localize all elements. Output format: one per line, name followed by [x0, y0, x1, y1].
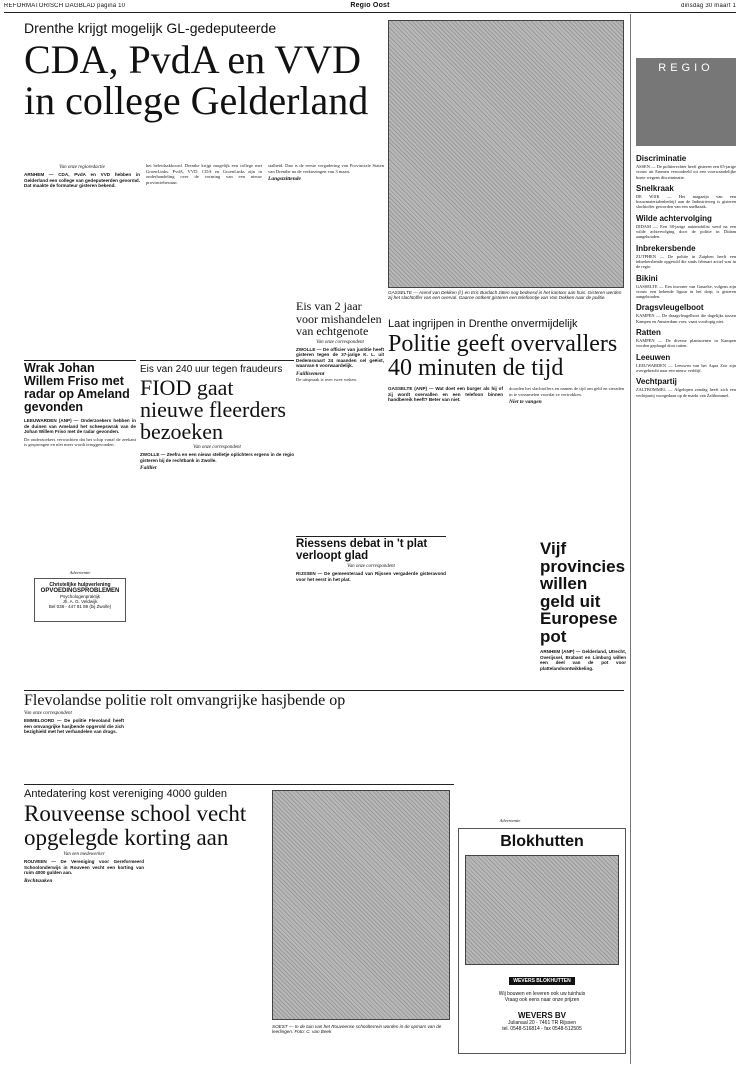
ad-addr: Jh. A. G. Veldwijk [62, 599, 98, 604]
school-photo-caption: SOEST — In de tuin van het Rouveense schoolterrein worden in de opmars van de leerlingen. Foto: C. van Beek [272, 1024, 442, 1035]
echtgenote-headline: Eis van 2 jaar voor mishandelen van echtgenote [296, 300, 382, 338]
flevoland-lead: EMMELOORD — De politie Flevoland heeft een omvangrijke hasjbende opgerold die zich bezighield met het verhandelen van drugs. [24, 718, 124, 735]
sidebar-item [636, 214, 736, 240]
politie-article [388, 318, 624, 533]
fiod-subhead: Failliet [140, 465, 157, 472]
blokhutten-line2: Vraag ook eens naar onze prijzen [504, 997, 580, 1003]
sidebar-item-title: Vechtpartij [636, 377, 677, 387]
sidebar-item-title: Wilde achtervolging [636, 213, 712, 223]
lead-subhead: Langstzittende [268, 176, 302, 183]
sidebar-item [636, 154, 736, 180]
sidebar-item [636, 353, 736, 374]
ad-label: Advertentie [69, 570, 91, 575]
sidebar-banner-text: REGIO [658, 62, 714, 74]
sidebar-item [636, 303, 736, 324]
lead-intro: ARNHEM — CDA, PvdA en VVD hebben in Gelderland een college van gedeputeerden gevormd. Dat maakte de formateur gisteren bekend. [24, 172, 140, 189]
header-section: REFORMATORISCH DAGBLAD pagina 10 [4, 3, 126, 9]
echtgenote-tail: De uitspraak is over twee weken. [296, 376, 357, 382]
blokhutten-tag: WEVERS BLOKHUTTEN [509, 977, 575, 985]
ad-opvoeding [34, 578, 126, 622]
vijf-headline: Vijf provincies willen geld uit Europese pot [540, 540, 626, 646]
ad-org: Christelijke hulpverlening [49, 582, 111, 588]
header-date: dinsdag 30 maart 1 [681, 3, 736, 9]
sidebar-item [636, 328, 736, 349]
politie-subhead: Niet te vangen [509, 399, 542, 406]
ad-name: OPVOEDINGSPROBLEMEN [40, 588, 120, 594]
fiod-kicker: Eis van 240 uur tegen fraudeurs [140, 364, 283, 375]
sidebar-item-title: Ratten [636, 328, 661, 338]
sidebar-banner [636, 58, 736, 146]
politie-col2: doorden het slachtoffers en namen de tijd om geld en sieraden in te verzamelen voordat ze vertrokken. [509, 386, 624, 397]
sidebar-item-title: Snelkraak [636, 183, 674, 193]
school-lead: ROUVEEN — De Vereniging voor Gereformeerd Schoolonderwijs in Rouveen vecht een korting van ruim 4000 gulden aan. [24, 859, 144, 876]
office-photo-caption: GASSELTE — Arend van Dekken (l.) en Eric Burdach zitten nog bedeesd in het kantoor aan huis. Gisteren werden zij het slachtoffer van een overval. Gaarne ontkent gisteren een telefoontje van Van Dekken naar de politie. [388, 290, 622, 301]
blokhutten-photo [465, 855, 619, 965]
blokhutten-company: WEVERS BV [517, 1011, 566, 1020]
lead-col3: stalheid. Dan is de eerste vergadering van Provinciale Staten van Drenthe na de verkiezingen van 3 maart. [268, 163, 384, 174]
office-photo [388, 20, 624, 288]
ad-blokhutten [458, 828, 626, 1054]
rissen-headline: Riessens debat in 't plat verloopt glad [296, 538, 428, 562]
lead-story-head [24, 20, 384, 160]
sidebar-item-title: Dragsvleugelboot [636, 303, 704, 313]
header-region: Regio Oost [350, 2, 390, 9]
sidebar-item-title: Discriminatie [636, 154, 687, 163]
sidebar-item-text: GASSELTE — Een inwoner van Gasselte, volgens zijn vrouw een bekende figuur in het dorp, is gisteren aangehouden. [636, 283, 736, 300]
vijf-lead: ARNHEM (ANP) — Gelderland, Utrecht, Overijssel, Brabant en Limburg willen een deel van de pot voor plattelandsontwikkeling. [540, 649, 626, 671]
echtgenote-lead: ZWOLLE — De officier van justitie heeft gisteren tegen de 37-jarige K. L. uit Dedemsvaart 24 maanden cel geëist, waarvan 6 voorwaardelijk. [296, 346, 384, 369]
sidebar-news [636, 150, 736, 1064]
sidebar-item-text: DE WIJK — Het magazijn van een bouwmaterialenbedrijf aan de Industrieweg is gisteren slachtoffer geworden van een snelkraak. [636, 193, 736, 210]
echtgenote-byline: Van onze correspondent [316, 339, 364, 345]
echtgenote-article [296, 300, 384, 530]
politie-kicker: Laat ingrijpen in Drenthe onvermijdelijk [388, 318, 578, 330]
school-photo [272, 790, 450, 1020]
wrak-article [24, 362, 136, 567]
politie-headline: Politie geeft overvallers 40 minuten de tijd [388, 331, 618, 381]
sidebar-item [636, 244, 736, 270]
fiod-headline: FIOD gaat nieuwe fleerders bezoeken [140, 375, 286, 444]
blokhutten-title: Blokhutten [500, 833, 584, 850]
lead-col2: het beleidsakkoord. Drenthe krijgt mogelijk een college met GroenLinks. PvdA, VVD, CDA en GroenLinks zijn in onderhandeling over de vorming van een nieuw provinciebestuur. [146, 163, 262, 185]
sidebar-item-text: DIDAM — Een 38-jarige automobilist werd na een wilde achtervolging door de politie in Didam aangehouden. [636, 223, 736, 240]
sidebar-item [636, 377, 736, 398]
fiod-article [140, 364, 294, 624]
sidebar-item-text: KAMPEN — De draagvleugelboot die dagelijks tussen Kampen en Amsterdam voer, vaart voorlopig niet. [636, 313, 736, 324]
sidebar-item-title: Inbrekersbende [636, 243, 696, 253]
school-subhead: Rechtszaken [24, 877, 53, 884]
wrak-body: De onderzoekers verwachten dat het schip vanaf de zeekant is gesprongen en niet meer wordt teruggevonden. [24, 436, 136, 448]
blokhutten-tel: tel. 0548-516814 - fax 0548-512505 [502, 1026, 582, 1032]
lead-byline: Van onze regioredactie [59, 165, 105, 170]
header-rule [4, 12, 736, 13]
sidebar-item-text: LEEUWARDEN — Leeuwen van het Aqua Zoo zijn overgebracht naar een nieuw verblijf. [636, 362, 736, 373]
school-byline: Van een medewerker [63, 852, 105, 857]
ad-sub: Psychologenpraktijk [59, 594, 101, 599]
flevoland-byline: Van onze correspondent [24, 711, 72, 716]
lead-kicker: Drenthe krijgt mogelijk GL-gedeputeerde [24, 20, 277, 36]
blokhutten-label: Advertentie [499, 818, 521, 823]
blokhutten-addr: Julianaal 20 - 7461 TR Rijssen [507, 1020, 576, 1026]
rissen-byline: Van onze correspondent [347, 564, 395, 569]
flevoland-article [24, 692, 454, 782]
school-kicker: Antedatering kost vereniging 4000 gulden [24, 788, 228, 800]
school-headline: Rouveense school vecht opgelegde korting aan [24, 801, 247, 850]
blokhutten-line1: Wij bouwen en leveren ook uw tuinhuis [498, 991, 586, 997]
sidebar-item-title: Leeuwen [636, 352, 671, 362]
sidebar-item-text: ZUTPHEN — De politie in Zutphen heeft een inbrekersbende opgerold die sinds februari actief was in de regio. [636, 253, 736, 270]
sidebar-item [636, 184, 736, 210]
echtgenote-subhead: Faillisement [296, 370, 325, 377]
sidebar-item-text: KAMPEN — De diverse plantsoenen in Kampen worden geplaagd door ratten. [636, 338, 736, 349]
ad-tel: Bel 038 - 447 81 89 (bij Zwolle) [48, 604, 112, 609]
rissen-article [296, 538, 446, 688]
wrak-headline: Wrak Johan Willem Friso met radar op Ameland gevonden [24, 362, 130, 414]
wrak-lead: LEEUWARDEN (ANP) — Onderzoekers hebben in de duinen van Ameland het scheepswrak van de Johan Willem Friso met de radar gevonden. [24, 418, 136, 435]
sidebar-item-text: ZALTBOMMEL — Afgelopen zondag heeft zich een vechtpartij voorgedaan op de markt van Zaltbommel. [636, 387, 736, 398]
politie-lead: GASSELTE (ANP) — Wat doet een burger als hij of zij wordt overvallen en een telefoon binnen handbereik heeft? Beter van niet. [388, 386, 503, 403]
sidebar-item-text: ASSEN — De politierechter heeft gisteren een 65-jarige vrouw uit Emmen veroordeeld tot een voorwaardelijke boete wegens discriminatie. [636, 164, 736, 180]
rissen-lead: RIJSSEN — De gemeenteraad van Rijssen vergaderde gisteravond voor het eerst in het plat. [296, 571, 446, 582]
sidebar-item [636, 274, 736, 300]
flevoland-headline: Flevolandse politie rolt omvangrijke hasjbende op [24, 692, 346, 709]
sidebar-item-title: Bikini [636, 273, 658, 283]
fiod-byline: Van onze correspondent [193, 445, 241, 450]
vijf-article [540, 540, 626, 690]
lead-headline: CDA, PvdA en VVD in college Gelderland [24, 37, 369, 123]
fiod-lead: ZWOLLE — Zeefra en een nieuw stelletje oplichters ergens in de regio gisteren bij de rechtbank in Zwolle. [140, 452, 294, 463]
